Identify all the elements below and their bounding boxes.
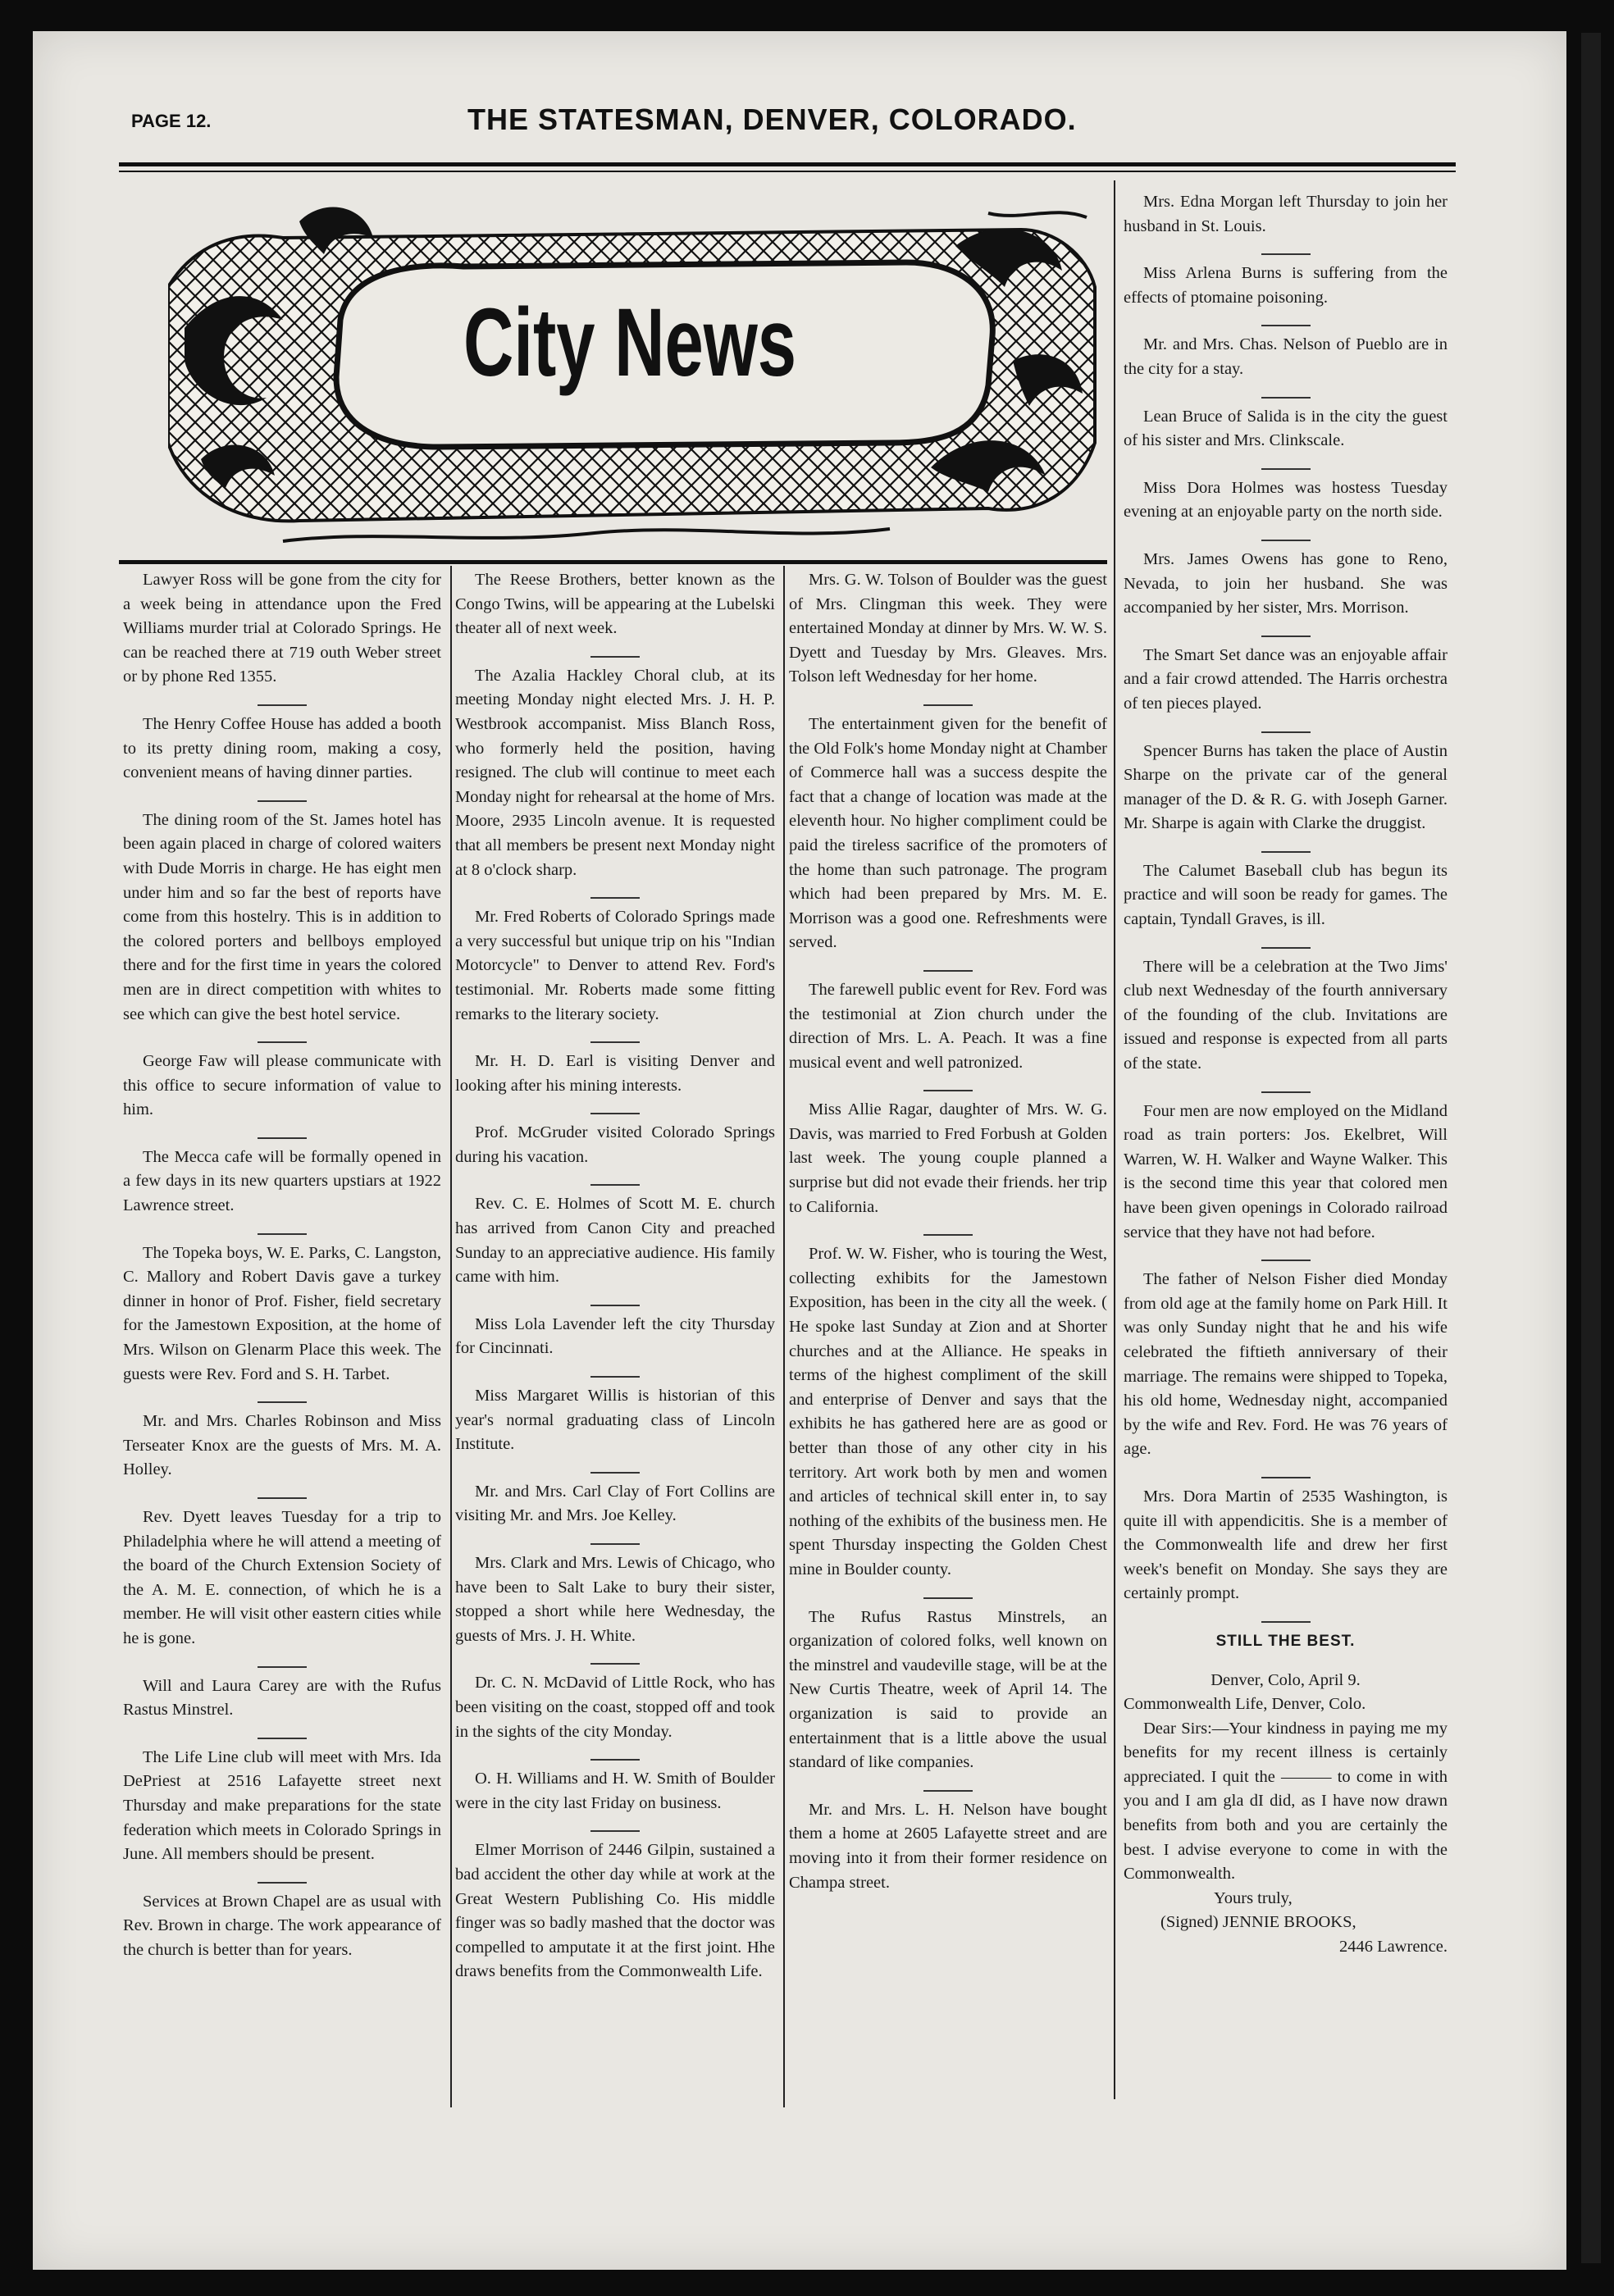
item-separator: [258, 704, 307, 706]
news-item: Mr. and Mrs. Charles Robinson and Miss Terseater Knox are the guests of Mrs. M. A. Holley.: [123, 1412, 441, 1479]
news-item: Dr. C. N. McDavid of Little Rock, who has been visiting on the coast, stopped off and took in the sights of the city Monday.: [455, 1674, 775, 1741]
news-item: The Topeka boys, W. E. Parks, C. Langston, C. Mallory and Robert Davis gave a turkey dinner in honor of Prof. Fisher, field secretary for the Jamestown Exposition, at the home of Mrs. Wilson on Glenarm Place this week. The guests were Rev. Ford and S. H. Tarbet.: [123, 1243, 441, 1383]
letter-body: Dear Sirs:—Your kindness in paying me my benefits for my recent illness is certainly appreciated. I quit the ——— to come in with you and I am gla dI did, as I have now drawn benefits from both and you are certainly the best. I advise everyone to come in with the Commonwealth.: [1124, 1719, 1448, 1884]
item-separator: [1261, 253, 1311, 255]
letter-signature: (Signed) JENNIE BROOKS,: [1160, 1913, 1356, 1932]
item-separator: [258, 1041, 307, 1043]
news-item: Rev. Dyett leaves Tuesday for a trip to Philadelphia where he will attend a meeting of the board of the Church Extension Society of the A. M. E. connection, of which he is a member. He will visit other eastern cities while he is gone.: [123, 1508, 441, 1647]
news-item: The father of Nelson Fisher died Monday from old age at the family home on Park Hill. It was only Sunday night that he and his wife celebrated the fiftieth anniversary of their marriage. The remains were shipped to Topeka, his old home, Wednesday night, accompanied by the wife and Rev. Ford. He was 76 years of age.: [1124, 1270, 1448, 1459]
item-separator: [1261, 540, 1311, 541]
news-item: Mrs. Dora Martin of 2535 Washington, is quite ill with appendicitis. She is a member of the Commonwealth life and drew her first week's benefit on Monday. She says they are certainly prompt.: [1124, 1487, 1448, 1603]
item-separator: [258, 1666, 307, 1668]
column-2: [455, 568, 775, 1999]
news-item: Miss Allie Ragar, daughter of Mrs. W. G. Davis, was married to Fred Forbush at Golden last week. The young couple planned a surprise but did not evade their friends. her trip to California.: [789, 1100, 1107, 1216]
page-number: PAGE 12.: [131, 111, 212, 131]
news-item: Mr. and Mrs. L. H. Nelson have bought them a home at 2605 Lafayette street and are moving into it from their former residence on Champa street.: [789, 1800, 1107, 1892]
letter-dateline: Denver, Colo, April 9.: [1210, 1670, 1361, 1689]
letter-addressee: Commonwealth Life, Denver, Colo.: [1124, 1695, 1366, 1714]
column-3: [789, 568, 1107, 1910]
news-item: The entertainment given for the benefit of the Old Folk's home Monday night at Chamber of Commerce hall was a success despite the fact that a change of location was made at the eleventh hour. No higher compliment could be paid the tireless sacrifice of the promoters of the home than such patronage. The program which had been prepared by Mrs. M. E. Morrison was a good one. Refreshments were served.: [789, 714, 1107, 952]
item-separator: [1261, 1477, 1311, 1478]
news-item: Mrs. G. W. Tolson of Boulder was the guest of Mrs. Clingman this week. They were entertained Monday at dinner by Mrs. W. W. S. Dyett and Tuesday by Mrs. Gleaves. Mrs. Tolson left Wednesday for her home.: [789, 571, 1107, 686]
banner-title: City News: [463, 289, 797, 397]
news-item: Miss Margaret Willis is historian of this year's normal graduating class of Lincoln Institute.: [455, 1387, 775, 1454]
item-separator: [923, 1597, 973, 1599]
item-separator: [1261, 397, 1311, 399]
letter-address: 2446 Lawrence.: [1338, 1938, 1448, 1957]
item-separator: [590, 1184, 640, 1186]
item-separator: [590, 1376, 640, 1378]
item-separator: [1261, 325, 1311, 326]
column-divider-2: [783, 566, 785, 2107]
news-item: The Life Line club will meet with Mrs. Ida DePriest at 2516 Lafayette street next Thursday and make preparations for the state federation which meets in Colorado Springs in June. All members should be present.: [123, 1747, 441, 1864]
item-separator: [590, 1305, 640, 1306]
item-separator: [1261, 1260, 1311, 1261]
news-item: Mr. Fred Roberts of Colorado Springs made a very successful but unique trip on his "Indian Motorcycle" to Denver to attend Rev. Ford's testimonial. Mr. Roberts made some fitting remarks to the literary society.: [455, 908, 775, 1023]
item-separator: [923, 1234, 973, 1236]
item-separator: [590, 1543, 640, 1545]
item-separator: [590, 1113, 640, 1114]
news-item: Lawyer Ross will be gone from the city for a week being in attendance upon the Fred Williams murder trial at Colorado Springs. He can be reached there at 719 outh Weber street or by phone Red 1355.: [123, 571, 441, 686]
news-item: Prof. McGruder visited Colorado Springs during his vacation.: [455, 1123, 775, 1166]
news-item: Elmer Morrison of 2446 Gilpin, sustained a bad accident the other day while at work at the Great Western Publishing Co. His middle finger was so badly mashed that the doctor was compelled to amputate it at the first joint. Hhe draws benefits from the Commonwealth Life.: [455, 1841, 775, 1981]
news-item: Lean Bruce of Salida is in the city the guest of his sister and Mrs. Clinkscale.: [1124, 407, 1448, 450]
column-4: [1124, 190, 1448, 1975]
item-separator: [590, 1759, 640, 1761]
banner-rule: [119, 560, 1107, 564]
column-1: [123, 568, 441, 1978]
item-separator: [590, 1830, 640, 1832]
news-item: Rev. C. E. Holmes of Scott M. E. church has arrived from Canon City and preached Sunday to an appreciative audience. His family came with him.: [455, 1195, 775, 1287]
news-item: The Reese Brothers, better known as the Congo Twins, will be appearing at the Lubelski theater all of next week.: [455, 571, 775, 638]
news-item: The Henry Coffee House has added a booth to its pretty dining room, making a cosy, convenient means of having dinner parties.: [123, 714, 441, 782]
page-header: [131, 78, 1476, 152]
news-item: George Faw will please communicate with this office to secure information of value to him.: [123, 1052, 441, 1119]
news-item: Miss Dora Holmes was hostess Tuesday evening at an enjoyable party on the north side.: [1124, 478, 1448, 522]
item-separator: [258, 800, 307, 802]
news-item: Mr. and Mrs. Carl Clay of Fort Collins are visiting Mr. and Mrs. Joe Kelley.: [455, 1482, 775, 1525]
news-item: Miss Lola Lavender left the city Thursday for Cincinnati.: [455, 1314, 775, 1358]
masthead: THE STATESMAN, DENVER, COLORADO.: [467, 102, 1077, 136]
city-news-banner: [168, 197, 1103, 558]
header-rule-thick: [119, 162, 1456, 166]
news-item: Spencer Burns has taken the place of Austin Sharpe on the private car of the general manager of the D. & R. G. with Joseph Garner. Mr. Sharpe is again with Clarke the druggist.: [1124, 741, 1448, 833]
item-separator: [1261, 947, 1311, 949]
item-separator: [1261, 731, 1311, 733]
item-separator: [1261, 468, 1311, 470]
item-separator: [923, 1790, 973, 1792]
item-separator: [590, 1663, 640, 1665]
item-separator: [1261, 1091, 1311, 1093]
news-item: O. H. Williams and H. W. Smith of Boulder were in the city last Friday on business.: [455, 1770, 775, 1812]
item-separator: [590, 656, 640, 658]
item-separator: [923, 970, 973, 972]
news-item: Prof. W. W. Fisher, who is touring the West, collecting exhibits for the Jamestown Exposition, has been in the city all the week. ( He spoke last Sunday at Zion and at Shorter churches and at the Alliance. He speaks in terms of the highest compliment of the skill and enterprise of Denver and says that the exhibits he has gathered here are as good or better than those of any other city in his territory. Art work both by men and women and articles of technical skill enter in, to say nothing of the exhibits of the business men. He spent Thursday inspecting the Golden Chest mine in Boulder county.: [789, 1245, 1107, 1578]
news-item: Will and Laura Carey are with the Rufus Rastus Minstrel.: [123, 1676, 441, 1720]
news-item: The Rufus Rastus Minstrels, an organization of colored folks, well known on the minstrel and vaudeville stage, will be at the New Curtis Theatre, week of April 14. The organization is said to provide an entertainment that is a little above the usual standard of like companies.: [789, 1607, 1107, 1772]
column-divider-1: [450, 566, 452, 2107]
news-item: Services at Brown Chapel are as usual with Rev. Brown in charge. The work appearance of the church is better than for years.: [123, 1892, 441, 1959]
news-item: The farewell public event for Rev. Ford was the testimonial at Zion church under the direction of Mrs. L. A. Peach. It was a fine musical event and well patronized.: [789, 980, 1107, 1072]
item-separator: [258, 1497, 307, 1499]
letter-closing: Yours truly,: [1214, 1888, 1293, 1907]
item-separator: [258, 1738, 307, 1739]
news-item: Mrs. James Owens has gone to Reno, Nevada, to join her husband. She was accompanied by her sister, Mrs. Morrison.: [1124, 549, 1448, 617]
item-separator: [258, 1401, 307, 1403]
news-item: The Mecca cafe will be formally opened in a few days in its new quarters upstiars at 1922 Lawrence street.: [123, 1147, 441, 1215]
news-item: Mr. H. D. Earl is visiting Denver and looking after his mining interests.: [455, 1052, 775, 1095]
binding-edge: [1581, 33, 1601, 2263]
item-separator: [590, 1472, 640, 1474]
news-item: Four men are now employed on the Midland road as train porters: Jos. Ekelbret, Will Warren, W. H. Walker and Wayne Walker. This is the second time this year that colored men have been given openings in Colorado railroad service that they have not had before.: [1124, 1101, 1448, 1241]
news-item: Mrs. Edna Morgan left Thursday to join her husband in St. Louis.: [1124, 193, 1448, 235]
news-item: The Smart Set dance was an enjoyable affair and a fair crowd attended. The Harris orchestra of ten pieces played.: [1124, 645, 1448, 713]
item-separator: [258, 1137, 307, 1139]
item-separator: [1261, 636, 1311, 637]
item-separator: [258, 1233, 307, 1235]
news-item: Mr. and Mrs. Chas. Nelson of Pueblo are in the city for a stay.: [1124, 335, 1448, 378]
column-divider-3: [1114, 180, 1115, 2099]
item-separator: [1261, 1621, 1311, 1623]
item-separator: [923, 1090, 973, 1091]
item-separator: [590, 1041, 640, 1043]
news-item: Mrs. Clark and Mrs. Lewis of Chicago, who have been to Salt Lake to bury their sister, stopped a short while here Wednesday, the guests of Mrs. J. H. White.: [455, 1554, 775, 1645]
item-separator: [258, 1882, 307, 1884]
news-item: Miss Arlena Burns is suffering from the effects of ptomaine poisoning.: [1124, 264, 1448, 307]
news-item: The Azalia Hackley Choral club, at its meeting Monday night elected Mrs. J. H. P. Westbrook accompanist. Miss Blanch Ross, who formerly held the position, having resigned. The club will continue to meet each Monday night for rehearsal at the home of Mrs. Moore, 2935 Lincoln avenue. It is requested that all members be present next Monday night at 8 o'clock sharp.: [455, 666, 775, 879]
item-separator: [923, 704, 973, 706]
news-item: There will be a celebration at the Two Jims' club next Wednesday of the fourth anniversary of the founding of the club. Invitations are issued and response is expected from all parts of the state.: [1124, 957, 1448, 1073]
letter-headline: STILL THE BEST.: [1215, 1632, 1356, 1650]
item-separator: [590, 897, 640, 899]
news-item: The dining room of the St. James hotel has been again placed in charge of colored waiters with Dude Morris in charge. He has eight men under him and so far the best of reports have come from this hostelry. This is in addition to the colored porters and bellboys employed there and for the first time in years the colored men are in direct competition with whites to see which can give the best hotel service.: [123, 810, 441, 1023]
news-item: The Calumet Baseball club has begun its practice and will soon be ready for games. The captain, Tyndall Graves, is ill.: [1124, 861, 1448, 929]
header-rule-thin: [119, 171, 1456, 172]
item-separator: [1261, 851, 1311, 853]
